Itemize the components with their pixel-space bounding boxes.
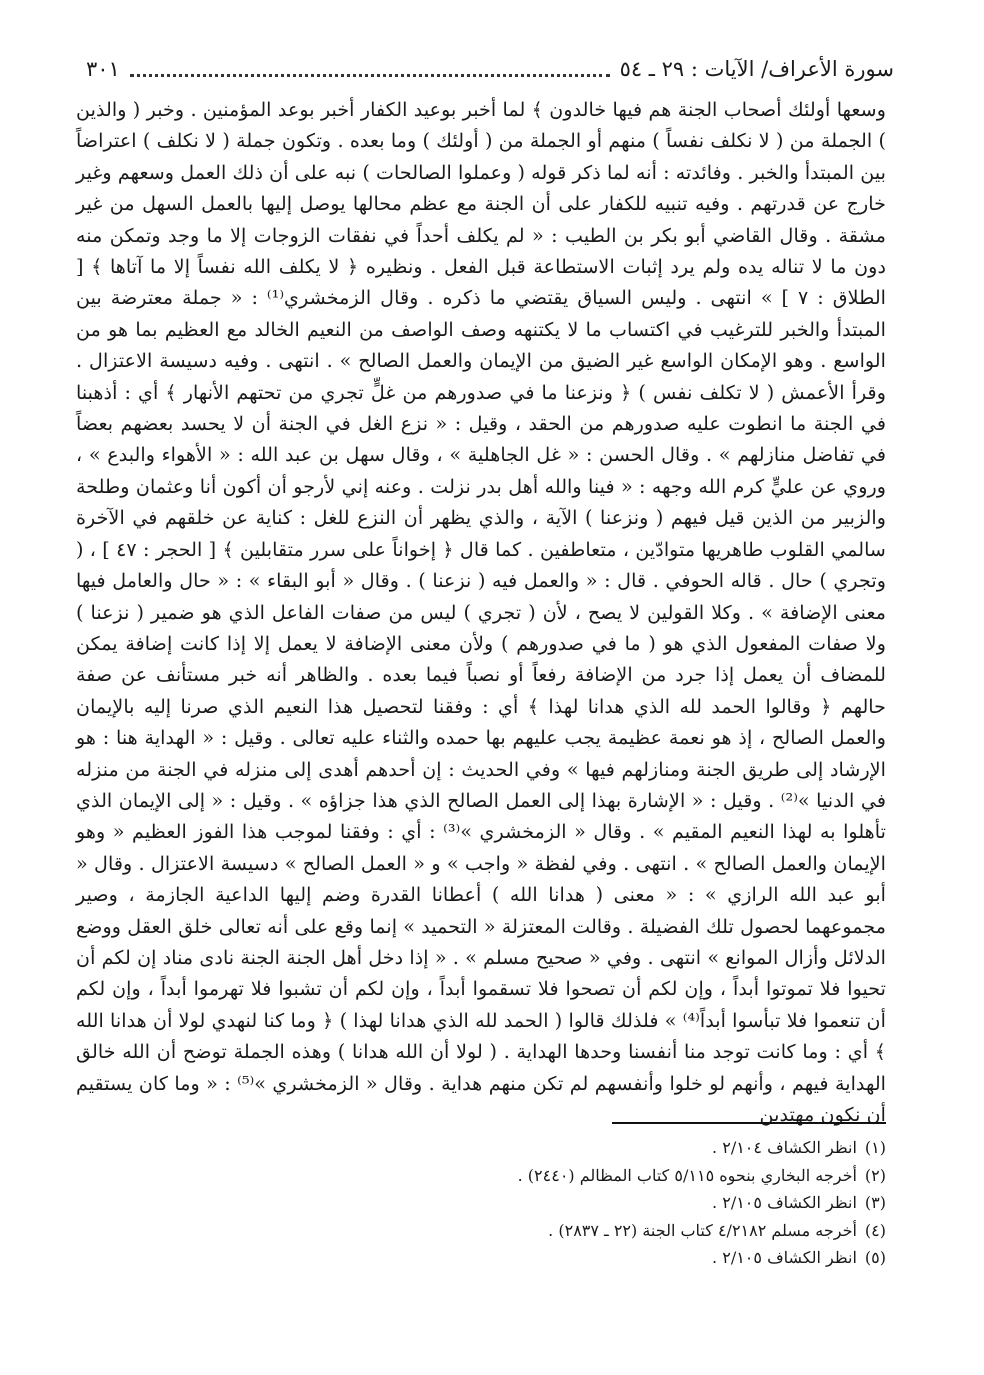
footnote-number: (٢) — [864, 1165, 886, 1185]
footnote-text: أخرجه مسلم ٤/٢١٨٢ كتاب الجنة (٢٢ ـ ٢٨٣٧) . — [548, 1220, 857, 1240]
footnote-number: (١) — [864, 1138, 886, 1157]
footnote-number: (٥) — [864, 1248, 886, 1267]
footnote-item — [366, 1162, 886, 1190]
footnote-divider — [612, 1122, 886, 1124]
footnote-number: (٤) — [864, 1220, 886, 1240]
footnote-text: أخرجه البخاري بنحوه ٥/١١٥ كتاب المظالم (٢٤٤٠) . — [517, 1165, 857, 1185]
footnote-item — [366, 1244, 886, 1272]
footnotes — [366, 1134, 886, 1272]
leader-dots — [130, 62, 610, 77]
footnote-item — [366, 1217, 886, 1245]
body-text — [76, 94, 886, 1130]
commentary-paragraph: وسعها أولئك أصحاب الجنة هم فيها خالدون ﴾ لما أخبر بوعيد الكفار أخبر بوعد المؤمنين . وخبر ( والذين ) الجملة من ( لا نكلف نفساً ) منهم أو الجملة من ( أولئك ) وما بعده . وتكون جملة ( لا نكلف ) اعتراضاً بين المبتدأ والخبر . وفائدته : أنه لما ذكر قوله ( وعملوا الصالحات ) نبه على أن ذلك العمل وسعهم وغير خارج عن قدرتهم . وفيه تنبيه للكفار على أن الجنة مع عظم محالها يوصل إليها بالعمل السهل من غير مشقة . وقال القاضي أبو بكر بن الطيب : « لم يكلف أحداً في نفقات الزوجات إلا ما وجد وتمكن منه دون ما لا تناله يده ولم يرد إثبات الاستطاعة قبل الفعل . ونظيره ﴿ لا يكلف الله نفساً إلا ما آتاها ﴾ [ الطلاق : ٧ ] » انتهى . وليس السياق يقتضي ما ذكره . وقال الزمخشري⁽¹⁾ : « جملة معترضة بين المبتدأ والخبر للترغيب في اكتساب ما لا يكتنهه وصف الواصف من النعيم الخالد مع العظيم بما هو من الواسع . وهو الإمكان الواسع غير الضيق من الإيمان والعمل الصالح » . انتهى . وفيه دسيسة الاعتزال . وقرأ الأعمش ( لا تكلف نفس ) ﴿ ونزعنا ما في صدورهم من غلٍّ تجري من تحتهم الأنهار ﴾ أي : أذهبنا في الجنة ما انطوت عليه صدورهم من الحقد ، وقيل : « نزع الغل في الجنة أن لا يحسد بعضهم بعضاً في تفاضل منازلهم » . وقال الحسن : « غل الجاهلية » ، وقال سهل بن عبد الله : « الأهواء والبدع » ، وروي عن عليٍّ كرم الله وجهه : « فينا والله أهل بدر نزلت . وعنه إني لأرجو أن أكون أنا وعثمان وطلحة والزبير من الذين قيل فيهم ( ونزعنا ) الآية ، والذي يظهر أن النزع للغل : كناية عن خلقهم في الآخرة سالمي القلوب طاهريها متوادّين ، متعاطفين . كما قال ﴿ إخواناً على سرر متقابلين ﴾ [ الحجر : ٤٧ ] ، ( وتجري ) حال . قاله الحوفي . قال : « والعمل فيه ( نزعنا ) . وقال « أبو البقاء » : « حال والعامل فيها معنى الإضافة » . وكلا القولين لا يصح ، لأن ( تجري ) ليس من صفات الفاعل الذي هو ضمير ( نزعنا ) ولا صفات المفعول الذي هو ( ما في صدورهم ) ولأن معنى الإضافة لا يعمل إلا إذا كانت إضافة يمكن للمضاف أن يعمل إذا جرد من الإضافة رفعاً أو نصباً فيما بعده . والظاهر أنه خبر مستأنف عن صفة حالهم ﴿ وقالوا الحمد لله الذي هدانا لهذا ﴾ أي : وفقنا لتحصيل هذا النعيم الذي صرنا إليه بالإيمان والعمل الصالح ، إذ هو نعمة عظيمة يجب عليهم بها حمده والثناء عليه تعالى . وقيل : « الهداية هنا : هو الإرشاد إلى طريق الجنة ومنازلهم فيها » وفي الحديث : إن أحدهم أهدى إلى منزله في الجنة من منزله في الدنيا »⁽²⁾ . وقيل : « الإشارة بهذا إلى العمل الصالح الذي هذا جزاؤه » . وقيل : « إلى الإيمان الذي تأهلوا به لهذا النعيم المقيم » . وقال « الزمخشري »⁽³⁾ : أي : وفقنا لموجب هذا الفوز العظيم « وهو الإيمان والعمل الصالح » . انتهى . وفي لفظة « واجب » و « العمل الصالح » دسيسة الاعتزال . وقال « أبو عبد الله الرازي » : « معنى ( هدانا الله ) أعطانا القدرة وضم إليها الداعية الجازمة ، وصير مجموعهما لحصول تلك الفضيلة . وقالت المعتزلة « التحميد » إنما وقع على أنه تعالى خلق العقل ووضع الدلائل وأزال الموانع » انتهى . وفي « صحيح مسلم » . « إذا دخل أهل الجنة الجنة نادى مناد إن لكم أن تحيوا فلا تموتوا أبداً ، وإن لكم أن تصحوا فلا تسقموا أبداً ، وإن لكم أن تشبوا فلا تهرموا أبداً ، وإن لكم أن تنعموا فلا تبأسوا أبداً⁽⁴⁾ » فلذلك قالوا ( الحمد لله الذي هدانا لهذا ) ﴿ وما كنا لنهدي لولا أن هدانا الله ﴾ أي : وما كانت توجد منا أنفسنا وحدها الهداية . ( لولا أن الله هدانا ) وهذه الجملة توضح أن الله خالق الهداية فيهم ، وأنهم لو خلوا وأنفسهم لم تكن منهم هداية . وقال « الزمخشري »⁽⁵⁾ : « وما كان يستقيم أن نكون مهتدين — [76, 98, 887, 1126]
footnote-text: انظر الكشاف ٢/١٠٥ . — [712, 1248, 857, 1267]
footnote-item — [366, 1189, 886, 1217]
footnote-item — [366, 1134, 886, 1162]
footnote-text: انظر الكشاف ٢/١٠٥ . — [712, 1193, 857, 1212]
running-head — [86, 52, 894, 86]
page-number: ٣٠١ — [86, 57, 120, 81]
footnote-text: انظر الكشاف ٢/١٠٤ . — [712, 1138, 857, 1157]
footnote-number: (٣) — [864, 1193, 886, 1212]
surah-title: سورة الأعراف/ الآيات : ٢٩ ـ ٥٤ — [619, 57, 894, 81]
